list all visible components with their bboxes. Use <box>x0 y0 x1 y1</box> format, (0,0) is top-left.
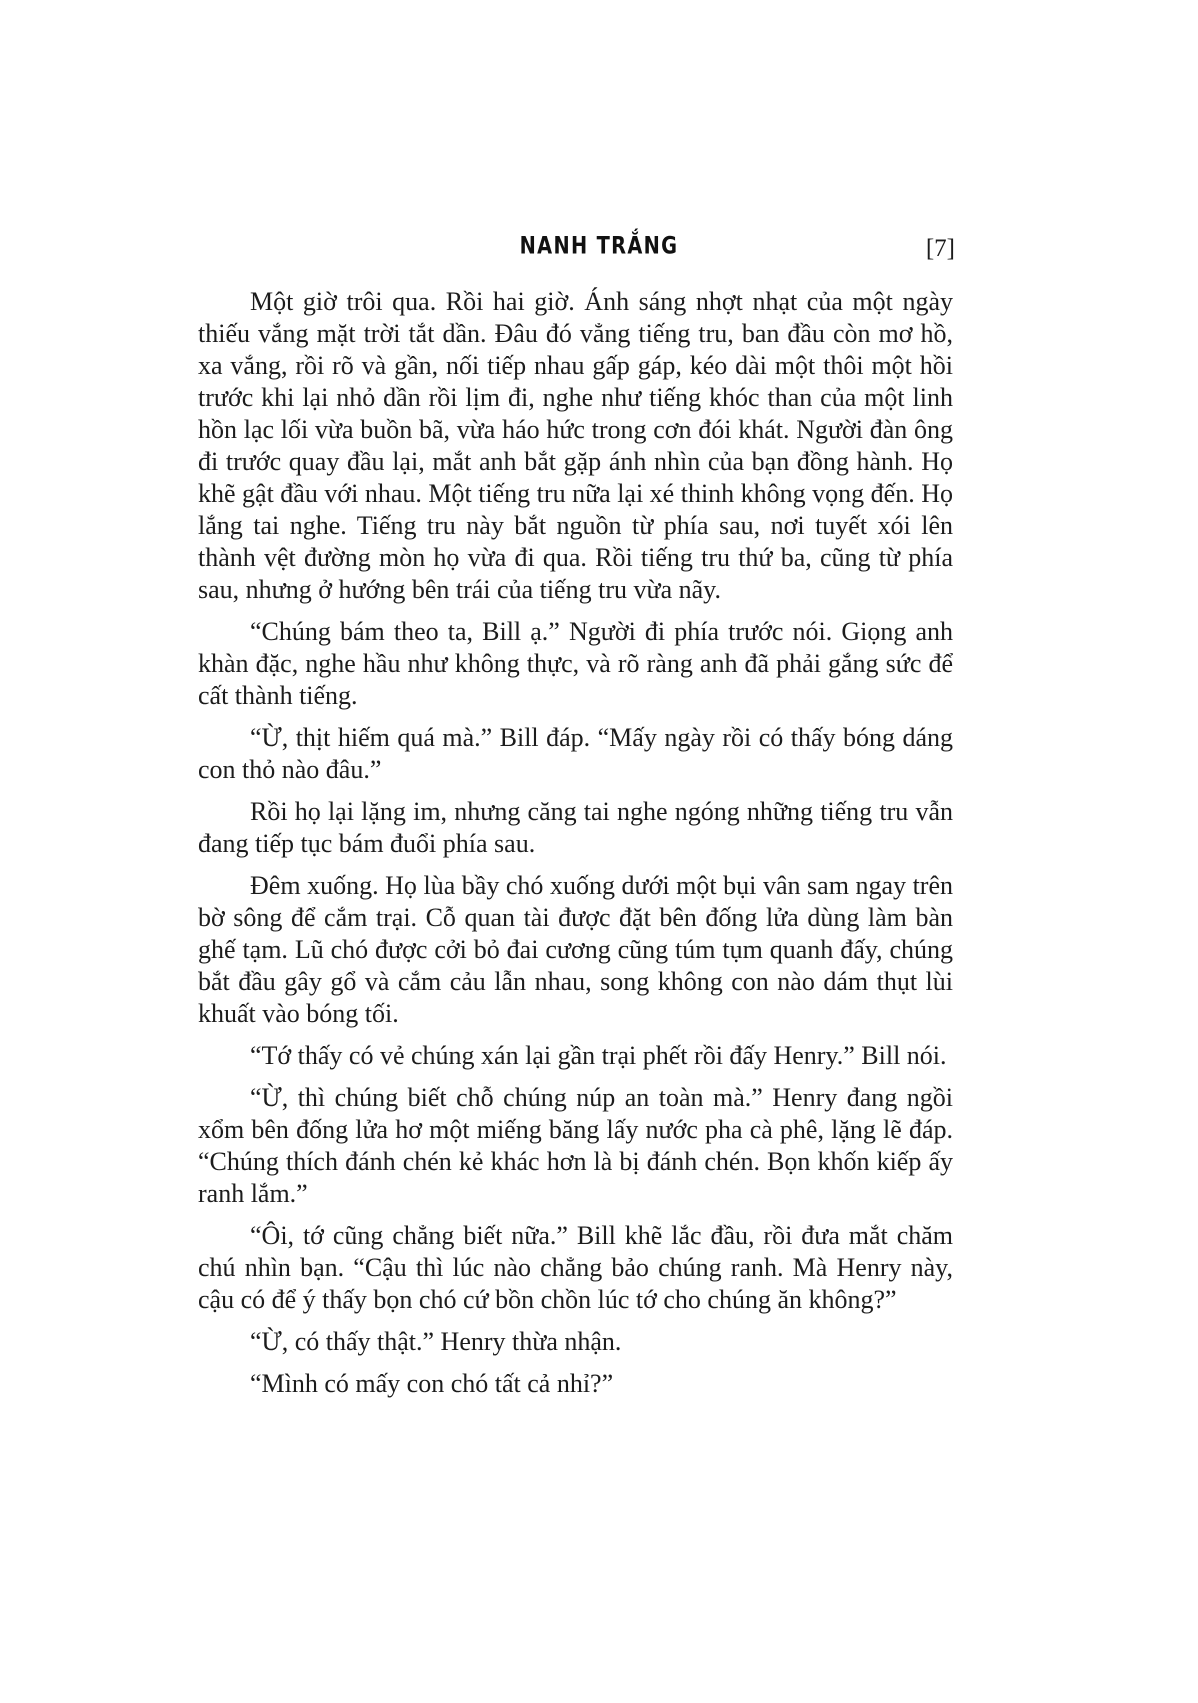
paragraph: “Mình có mấy con chó tất cả nhỉ?” <box>250 1369 614 1398</box>
paragraph: “Tớ thấy có vẻ chúng xán lại gần trại phết rồi đấy Henry.” Bill nói. <box>250 1041 947 1070</box>
paragraph: “Chúng bám theo ta, Bill ạ.” Người đi phía trước nói. Giọng anh khàn đặc, nghe hầu như không thực, và rõ ràng anh đã phải gắng sức để cất thành tiếng. <box>198 617 953 710</box>
paragraph: Đêm xuống. Họ lùa bầy chó xuống dưới một bụi vân sam ngay trên bờ sông để cắm trại. Cỗ quan tài được đặt bên đống lửa dùng làm bàn ghế tạm. Lũ chó được cởi bỏ đai cương cũng túm tụm quanh đấy, chúng bắt đầu gây gổ và cắm cảu lẫn nhau, song không con nào dám thụt lùi khuất vào bóng tối. <box>198 871 953 1028</box>
page-header <box>0 234 1198 262</box>
paragraph: “Ôi, tớ cũng chẳng biết nữa.” Bill khẽ lắc đầu, rồi đưa mắt chăm chú nhìn bạn. “Cậu thì lúc nào chẳng bảo chúng ranh. Mà Henry này, cậu có để ý thấy bọn chó cứ bồn chồn lúc tớ cho chúng ăn không?” <box>198 1221 953 1314</box>
paragraph: Rồi họ lại lặng im, nhưng căng tai nghe ngóng những tiếng tru vẫn đang tiếp tục bám đuổi phía sau. <box>198 797 953 858</box>
paragraph: “Ừ, thì chúng biết chỗ chúng núp an toàn mà.” Henry đang ngồi xổm bên đống lửa hơ một miếng băng lấy nước pha cà phê, lặng lẽ đáp. “Chúng thích đánh chén kẻ khác hơn là bị đánh chén. Bọn khốn kiếp ấy ranh lắm.” <box>198 1083 953 1208</box>
book-title: NANH TRẮNG <box>519 233 679 260</box>
page-number: [7] <box>925 235 955 262</box>
paragraph: Một giờ trôi qua. Rồi hai giờ. Ánh sáng nhợt nhạt của một ngày thiếu vắng mặt trời tắt dần. Đâu đó vẳng tiếng tru, ban đầu còn mơ hồ, xa vắng, rồi rõ và gần, nối tiếp nhau gấp gáp, kéo dài một thôi một hồi trước khi lại nhỏ dần rồi lịm đi, nghe như tiếng khóc than của một linh hồn lạc lối vừa buồn bã, vừa háo hức trong cơn đói khát. Người đàn ông đi trước quay đầu lại, mắt anh bắt gặp ánh nhìn của bạn đồng hành. Họ khẽ gật đầu với nhau. Một tiếng tru nữa lại xé thinh không vọng đến. Họ lắng tai nghe. Tiếng tru này bắt nguồn từ phía sau, nơi tuyết xói lên thành vệt đường mòn họ vừa đi qua. Rồi tiếng tru thứ ba, cũng từ phía sau, nhưng ở hướng bên trái của tiếng tru vừa nãy. <box>198 287 953 604</box>
paragraph: “Ừ, thịt hiếm quá mà.” Bill đáp. “Mấy ngày rồi có thấy bóng dáng con thỏ nào đâu.” <box>198 723 953 784</box>
paragraph: “Ừ, có thấy thật.” Henry thừa nhận. <box>250 1327 622 1356</box>
page-body <box>198 286 953 1410</box>
